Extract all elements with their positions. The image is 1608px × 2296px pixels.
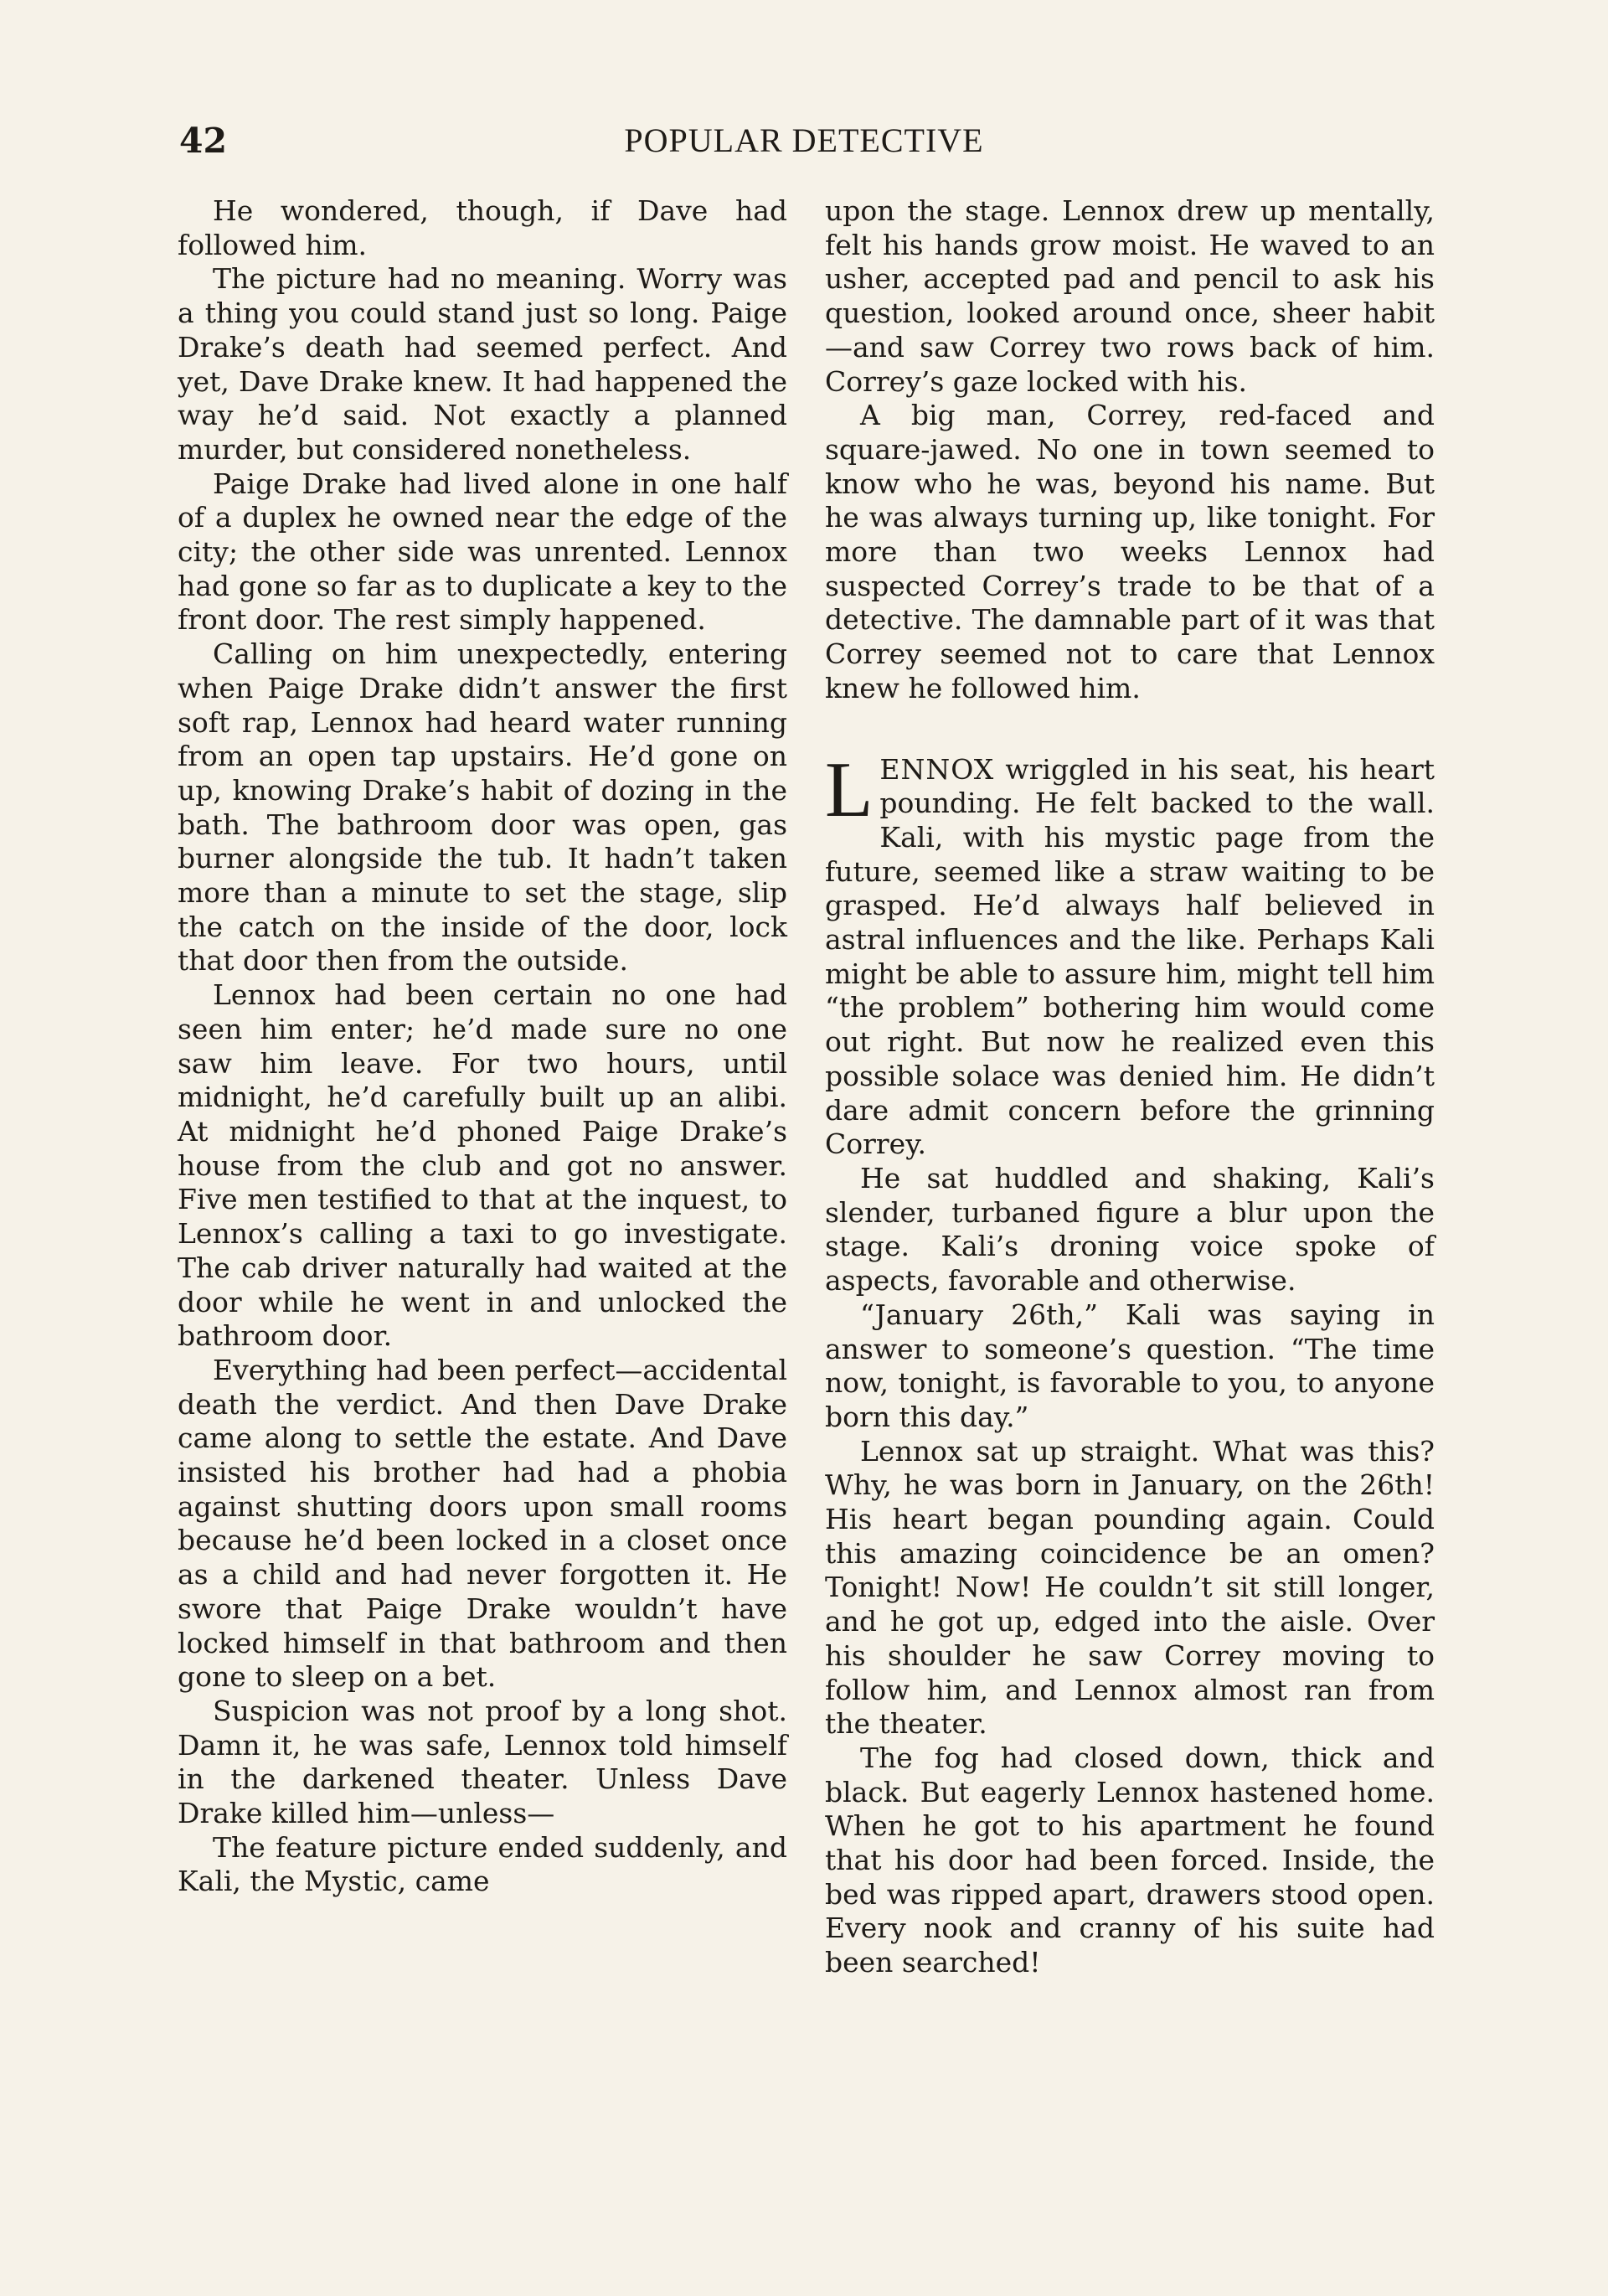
- paragraph: He sat huddled and shaking, Kali’s slender, turbaned figure a blur upon the stage. Kali’s droning voice spoke of aspects, favorable and otherwise.: [825, 1161, 1435, 1298]
- lead-word: ENNOX: [879, 752, 995, 786]
- paragraph: Paige Drake had lived alone in one half of a duplex he owned near the edge of the city; the other side was unrented. Lennox had gone so far as to duplicate a key to the front door. The rest simply happened.: [178, 467, 787, 637]
- left-column: [178, 194, 787, 1899]
- section-break: [825, 706, 1435, 753]
- paragraph: A big man, Correy, red-faced and square-jawed. No one in town seemed to know who he was, beyond his name. But he was always turning up, like tonight. For more than two weeks Lennox had suspected Correy’s trade to be that of a detective. The damnable part of it was that Correy seemed not to care that Lennox knew he followed him.: [825, 399, 1435, 704]
- paragraph: Lennox sat up straight. What was this? Why, he was born in January, on the 26th! His heart began pounding again. Could this amazing coincidence be an omen? Tonight! Now! He couldn’t sit still longer, and he got up, edged into the aisle. Over his shoulder he saw Correy moving to follow him, and Lennox almost ran from the theater.: [825, 1434, 1435, 1741]
- section-opening-paragraph: [825, 746, 1435, 1162]
- page-header: [176, 117, 1432, 168]
- paragraph-text: wriggled in his seat, his heart pounding. He felt backed to the wall. Kali, with his mystic page from the future, seemed like a straw waiting to be grasped. He’d always half believed in astral influences and the like. Perhaps Kali might be able to assure him, might tell him “the problem” bothering him would come out right. But now he realized even this possible solace was denied him. He didn’t dare admit concern before the grinning Correy.: [825, 752, 1435, 1161]
- running-title: POPULAR DETECTIVE: [624, 121, 984, 159]
- right-column: [825, 194, 1435, 1980]
- paragraph: Lennox had been certain no one had seen him enter; he’d made sure no one saw him leave. For two hours, until midnight, he’d carefully built up an alibi. At midnight he’d phoned Paige Drake’s house from the club and got no answer. Five men testified to that at the inquest, to Lennox’s calling a taxi to go investigate. The cab driver naturally had waited at the door while he went in and unlocked the bathroom door.: [178, 978, 787, 1353]
- paragraph: The feature picture ended suddenly, and Kali, the Mystic, came: [178, 1830, 787, 1898]
- paragraph: He wondered, though, if Dave had followed him.: [178, 194, 787, 261]
- paragraph: Calling on him unexpectedly, entering when Paige Drake didn’t answer the first soft rap, Lennox had heard water running from an open tap upstairs. He’d gone on up, knowing Drake’s habit of dozing in the bath. The bathroom door was open, gas burner alongside the tub. It hadn’t taken more than a minute to set the stage, slip the catch on the inside of the door, lock that door then from the outside.: [178, 637, 787, 978]
- page-number: 42: [179, 121, 228, 161]
- paragraph: The picture had no meaning. Worry was a thing you could stand just so long. Paige Drake’s death had seemed perfect. And yet, Dave Drake knew. It had happened the way he’d said. Not exactly a planned murder, but considered nonetheless.: [178, 262, 787, 466]
- paragraph: upon the stage. Lennox drew up mentally, felt his hands grow moist. He waved to an usher, accepted pad and pencil to ask his question, looked around once, sheer habit—and saw Correy two rows back of him. Correy’s gaze locked with his.: [825, 194, 1435, 398]
- paragraph: Suspicion was not proof by a long shot. Damn it, he was safe, Lennox told himself in the darkened theater. Unless Dave Drake killed him—unless—: [178, 1694, 787, 1830]
- paragraph: Everything had been perfect—accidental death the verdict. And then Dave Drake came along to settle the estate. And Dave insisted his brother had had a phobia against shutting doors upon small rooms because he’d been locked in a closet once as a child and had never forgotten it. He swore that Paige Drake wouldn’t have locked himself in that bathroom and then gone to sleep on a bet.: [178, 1353, 787, 1694]
- drop-cap: L: [825, 746, 874, 833]
- paragraph: The fog had closed down, thick and black. But eagerly Lennox hastened home. When he got to his apartment he found that his door had been forced. Inside, the bed was ripped apart, drawers stood open. Every nook and cranny of his suite had been searched!: [825, 1741, 1435, 1979]
- paragraph: “January 26th,” Kali was saying in answer to someone’s question. “The time now, tonight, is favorable to you, to anyone born this day.”: [825, 1298, 1435, 1433]
